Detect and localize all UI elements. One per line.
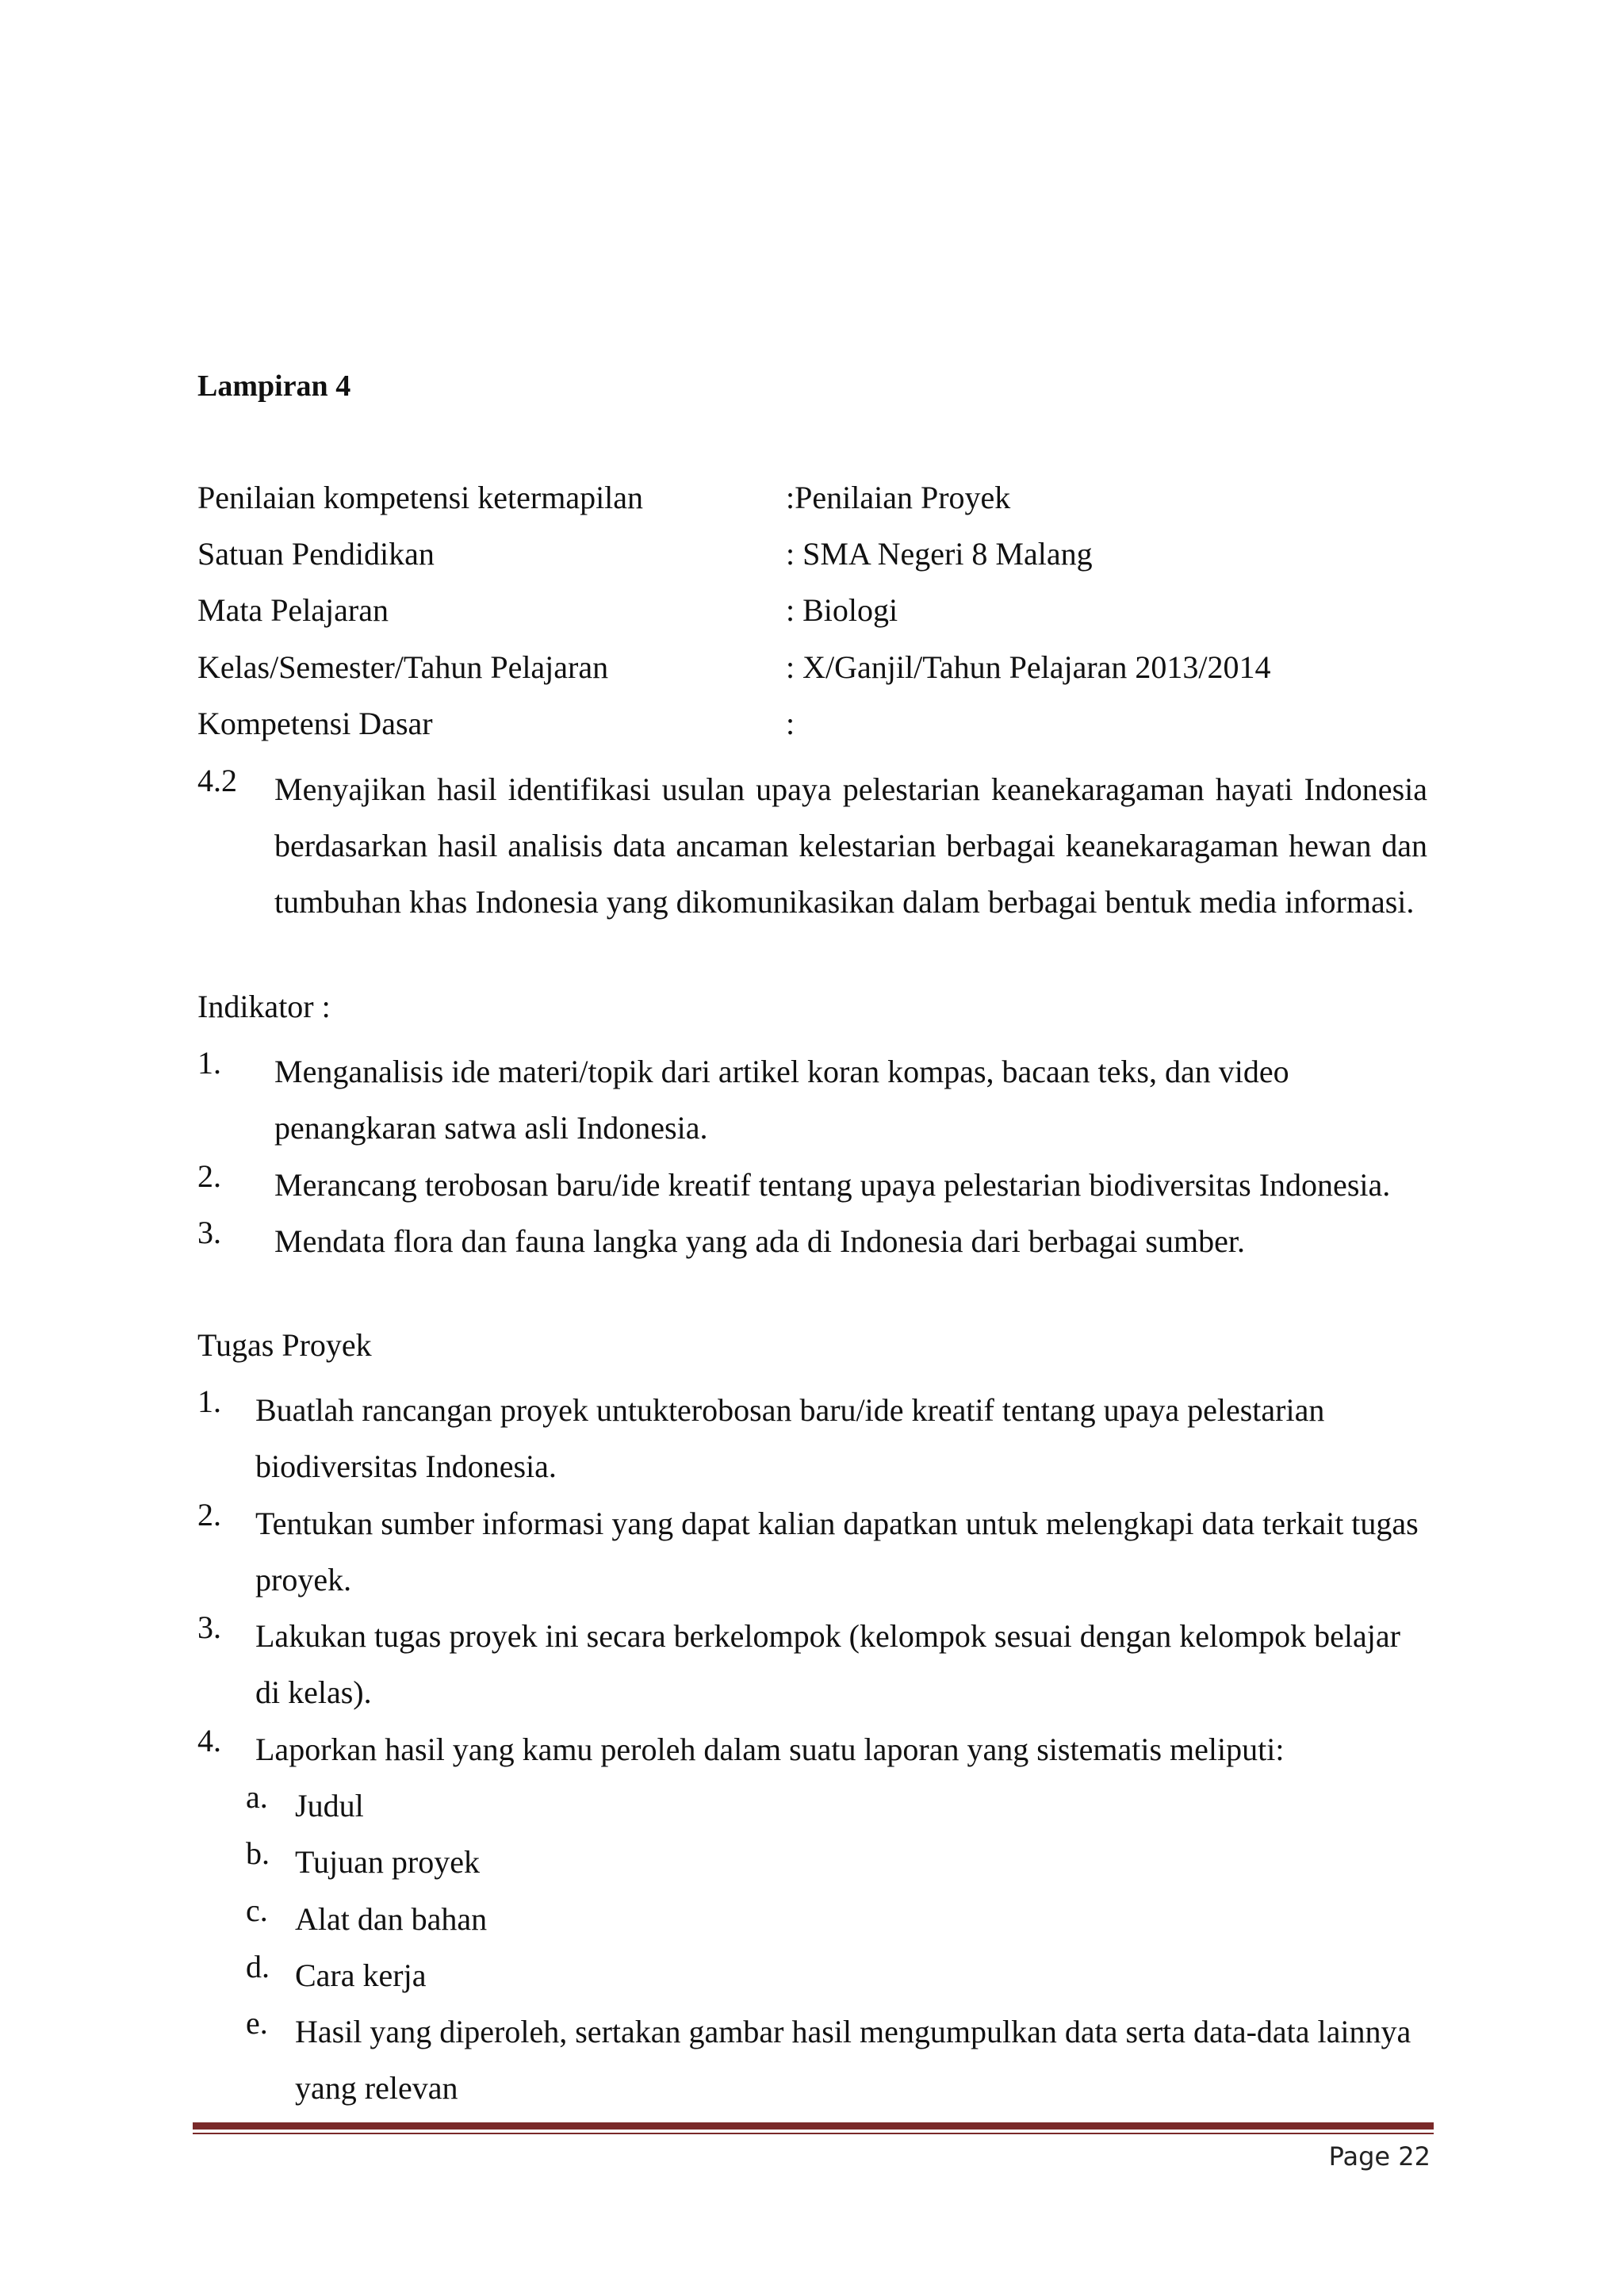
subitem-letter: d.: [246, 1949, 270, 1984]
tugas-text: Tentukan sumber informasi yang dapat kalian dapatkan untuk melengkapi data terkait tugas proyek.: [255, 1506, 1419, 1598]
footer-rule-thin: [193, 2133, 1434, 2134]
appendix-heading: Lampiran 4: [197, 369, 351, 403]
meta-value-kd: :: [786, 706, 795, 741]
indikator-text: Mendata flora dan fauna langka yang ada di Indonesia dari berbagai sumber.: [274, 1223, 1245, 1259]
subitem-text: Tujuan proyek: [295, 1844, 480, 1880]
tugas-number: 1.: [197, 1383, 221, 1419]
tugas-number: 3.: [197, 1609, 221, 1645]
subitem-letter: a.: [246, 1779, 268, 1815]
indikator-label: Indikator :: [197, 989, 331, 1024]
meta-value-satuan: : SMA Negeri 8 Malang: [786, 536, 1093, 572]
indikator-number: 2.: [197, 1158, 221, 1194]
meta-value-penilaian: :Penilaian Proyek: [786, 480, 1011, 515]
indikator-number: 3.: [197, 1215, 221, 1250]
meta-label-satuan: Satuan Pendidikan: [197, 536, 435, 572]
meta-value-kelas: : X/Ganjil/Tahun Pelajaran 2013/2014: [786, 649, 1271, 685]
subitem-text: Cara kerja: [295, 1957, 427, 1993]
kd-number: 4.2: [197, 763, 237, 798]
subitem-letter: c.: [246, 1892, 268, 1928]
kd-text: Menyajikan hasil identifikasi usulan upaya pelestarian keanekaragaman hayati Indonesia berdasarkan hasil analisis data ancaman kelestarian berbagai keanekaragaman hewan dan tumbuhan khas Indonesia yang dikomunikasikan dalam berbagai bentuk media informasi.: [274, 771, 1427, 920]
meta-label-kelas: Kelas/Semester/Tahun Pelajaran: [197, 649, 609, 685]
subitem-letter: b.: [246, 1835, 270, 1871]
footer-rule-thick: [193, 2122, 1434, 2130]
indikator-text: Menganalisis ide materi/topik dari artikel koran kompas, bacaan teks, dan video penangkaran satwa asli Indonesia.: [274, 1054, 1289, 1146]
subitem-text: Judul: [295, 1788, 364, 1823]
tugas-text: Lakukan tugas proyek ini secara berkelompok (kelompok sesuai dengan kelompok belajar di kelas).: [255, 1618, 1400, 1711]
subitem-text: Hasil yang diperoleh, sertakan gambar hasil mengumpulkan data serta data-data lainnya yang relevan: [295, 2014, 1411, 2107]
tugas-label: Tugas Proyek: [197, 1327, 372, 1363]
indikator-number: 1.: [197, 1045, 221, 1081]
tugas-text: Laporkan hasil yang kamu peroleh dalam suatu laporan yang sistematis meliputi:: [255, 1732, 1285, 1767]
meta-value-mapel: : Biologi: [786, 592, 898, 628]
meta-label-kd: Kompetensi Dasar: [197, 706, 433, 741]
meta-label-penilaian: Penilaian kompetensi ketermapilan: [197, 480, 644, 515]
subitem-text: Alat dan bahan: [295, 1901, 488, 1937]
meta-label-mapel: Mata Pelajaran: [197, 592, 389, 628]
tugas-number: 4.: [197, 1723, 221, 1758]
tugas-number: 2.: [197, 1497, 221, 1533]
indikator-text: Merancang terobosan baru/ide kreatif tentang upaya pelestarian biodiversitas Indonesia.: [274, 1167, 1391, 1203]
page-number: Page 22: [1328, 2141, 1431, 2172]
subitem-letter: e.: [246, 2005, 268, 2041]
tugas-text: Buatlah rancangan proyek untukterobosan baru/ide kreatif tentang upaya pelestarian biodiversitas Indonesia.: [255, 1392, 1325, 1485]
